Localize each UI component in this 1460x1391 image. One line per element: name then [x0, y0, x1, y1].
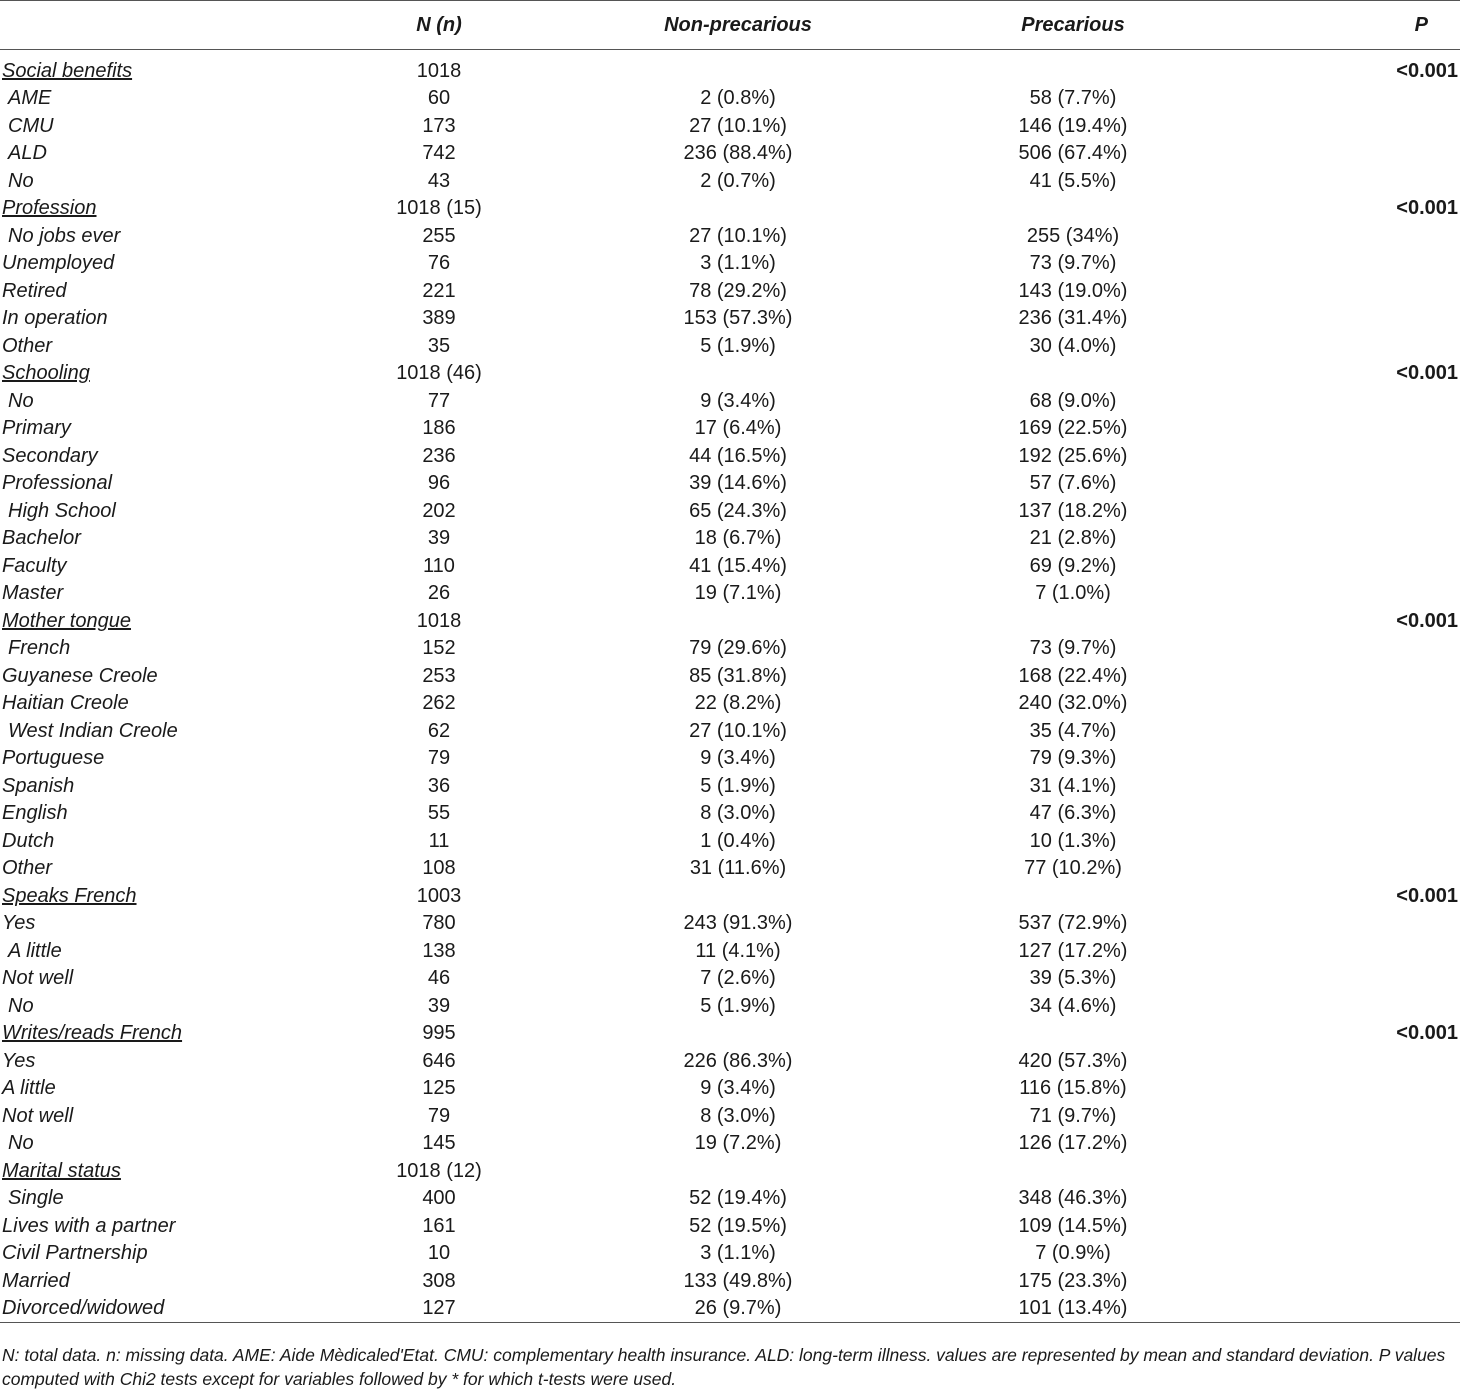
cell-non-precarious: 5 (1.9%)	[700, 774, 776, 797]
cell-non-precarious: 85 (31.8%)	[689, 664, 787, 687]
row-label: Master	[2, 582, 64, 605]
cell-n: 145	[422, 1132, 456, 1155]
table-row	[0, 718, 1460, 746]
cell-n: 125	[422, 1077, 456, 1100]
cell-precarious: 420 (57.3%)	[1018, 1049, 1128, 1072]
cell-precarious: 57 (7.6%)	[1029, 472, 1117, 495]
cell-non-precarious: 78 (29.2%)	[689, 279, 787, 302]
cell-precarious: 168 (22.4%)	[1018, 664, 1128, 687]
section-row	[0, 195, 1460, 223]
row-label: Primary	[2, 417, 71, 440]
cell-p-value	[1258, 773, 1460, 801]
row-label: High School	[8, 499, 116, 522]
cell-n: 79	[427, 747, 451, 770]
row-label: Unemployed	[2, 252, 115, 275]
cell-non-precarious	[588, 50, 888, 86]
table-row	[0, 305, 1460, 333]
cell-precarious: 101 (13.4%)	[1018, 1297, 1128, 1319]
cell-non-precarious: 3 (1.1%)	[700, 252, 776, 275]
table-row	[0, 250, 1460, 278]
cell-precarious	[888, 50, 1258, 86]
cell-precarious: 255 (34%)	[1026, 224, 1120, 247]
cell-non-precarious: 9 (3.4%)	[700, 389, 776, 412]
cell-non-precarious: 5 (1.9%)	[700, 334, 776, 357]
cell-precarious: 47 (6.3%)	[1029, 802, 1117, 825]
cell-non-precarious: 133 (49.8%)	[683, 1269, 793, 1292]
row-label: Married	[2, 1269, 70, 1292]
table-footnote: N: total data. n: missing data. AME: Aide Mèdicaled'Etat. CMU: complementary health insurance. ALD: long-term illness. values are represented by mean and standard deviation. P values computed with Chi2 tests except for variables followed by * for which t-tests were used.	[2, 1345, 1446, 1389]
cell-non-precarious: 1 (0.4%)	[700, 829, 776, 852]
header-n: N (n)	[416, 13, 462, 36]
cell-n: 202	[422, 499, 456, 522]
table-row	[0, 745, 1460, 773]
cell-non-precarious	[588, 360, 888, 388]
cell-p-value: <0.001	[1396, 362, 1458, 385]
cell-n: 1018	[416, 60, 462, 82]
cell-non-precarious: 8 (3.0%)	[700, 802, 776, 825]
header-p-value: P	[1414, 13, 1428, 36]
row-label: Secondary	[2, 444, 98, 467]
cell-precarious: 169 (22.5%)	[1018, 417, 1128, 440]
table-header	[0, 1, 1460, 50]
cell-non-precarious: 2 (0.8%)	[700, 87, 776, 110]
table-row	[0, 113, 1460, 141]
cell-n: 389	[422, 307, 456, 330]
cell-p-value	[1258, 663, 1460, 691]
table-row	[0, 223, 1460, 251]
cell-p-value	[1258, 1240, 1460, 1268]
cell-non-precarious: 243 (91.3%)	[683, 912, 793, 935]
row-label: No	[8, 994, 34, 1017]
cell-p-value	[1258, 580, 1460, 608]
cell-precarious: 143 (19.0%)	[1018, 279, 1128, 302]
cell-non-precarious	[588, 883, 888, 911]
cell-n: 646	[422, 1049, 456, 1072]
row-label: Lives with a partner	[2, 1214, 176, 1237]
cell-p-value	[1258, 305, 1460, 333]
table-row	[0, 993, 1460, 1021]
table-row	[0, 1185, 1460, 1213]
cell-n: 39	[427, 527, 451, 550]
row-label: Guyanese Creole	[2, 664, 158, 687]
cell-n: 1018 (12)	[396, 1159, 482, 1182]
cell-n: 262	[422, 692, 456, 715]
table-row	[0, 580, 1460, 608]
row-label: Yes	[2, 1049, 36, 1072]
cell-non-precarious: 9 (3.4%)	[700, 1077, 776, 1100]
cell-p-value	[1258, 965, 1460, 993]
section-row	[0, 883, 1460, 911]
row-label: A little	[2, 1077, 56, 1100]
cell-p-value	[1258, 278, 1460, 306]
cell-n: 236	[422, 444, 456, 467]
cell-precarious: 79 (9.3%)	[1029, 747, 1117, 770]
row-label: Spanish	[2, 774, 75, 797]
cell-p-value	[1258, 1268, 1460, 1296]
cell-n: 186	[422, 417, 456, 440]
cell-p-value	[1258, 1130, 1460, 1158]
section-label: Speaks French	[2, 884, 137, 907]
cell-p-value: <0.001	[1396, 609, 1458, 632]
section-label: Social benefits	[2, 60, 133, 82]
cell-precarious: 506 (67.4%)	[1018, 142, 1128, 165]
cell-non-precarious: 27 (10.1%)	[689, 224, 787, 247]
row-label: French	[8, 637, 71, 660]
cell-n: 96	[427, 472, 451, 495]
cell-n: 138	[422, 939, 456, 962]
cell-precarious: 73 (9.7%)	[1029, 252, 1117, 275]
cell-p-value	[1258, 443, 1460, 471]
cell-non-precarious	[588, 1158, 888, 1186]
section-label: Mother tongue	[2, 609, 131, 632]
cell-n: 79	[427, 1104, 451, 1127]
cell-p-value	[1258, 938, 1460, 966]
cell-n: 39	[427, 994, 451, 1017]
cell-precarious: 30 (4.0%)	[1029, 334, 1117, 357]
row-label: Bachelor	[2, 527, 81, 550]
cell-p-value: <0.001	[1396, 197, 1458, 220]
table-row	[0, 1075, 1460, 1103]
cell-n: 62	[427, 719, 451, 742]
cell-p-value	[1258, 910, 1460, 938]
cell-precarious	[888, 195, 1258, 223]
row-label: West Indian Creole	[8, 719, 178, 742]
cell-precarious: 21 (2.8%)	[1029, 527, 1117, 550]
section-row	[0, 360, 1460, 388]
cell-non-precarious: 17 (6.4%)	[694, 417, 782, 440]
cell-p-value	[1258, 718, 1460, 746]
cell-precarious: 175 (23.3%)	[1018, 1269, 1128, 1292]
cell-p-value	[1258, 333, 1460, 361]
cell-precarious: 41 (5.5%)	[1029, 169, 1117, 192]
row-label: Portuguese	[2, 747, 105, 770]
cell-n: 1003	[416, 884, 462, 907]
section-label: Writes/reads French	[2, 1022, 183, 1045]
cell-n: 152	[422, 637, 456, 660]
cell-non-precarious: 22 (8.2%)	[694, 692, 782, 715]
cell-precarious: 68 (9.0%)	[1029, 389, 1117, 412]
cell-non-precarious: 79 (29.6%)	[689, 637, 787, 660]
cell-n: 173	[422, 114, 456, 137]
cell-precarious: 236 (31.4%)	[1018, 307, 1128, 330]
section-label: Marital status	[2, 1159, 121, 1182]
cell-n: 1018 (46)	[396, 362, 482, 385]
cell-p-value	[1258, 498, 1460, 526]
cell-non-precarious: 2 (0.7%)	[700, 169, 776, 192]
cell-non-precarious: 39 (14.6%)	[689, 472, 787, 495]
cell-p-value	[1258, 1075, 1460, 1103]
cell-p-value	[1258, 525, 1460, 553]
section-row	[0, 50, 1460, 86]
cell-non-precarious	[588, 608, 888, 636]
cell-n: 76	[427, 252, 451, 275]
header-label	[0, 1, 290, 50]
cell-p-value	[1258, 85, 1460, 113]
cell-non-precarious: 226 (86.3%)	[683, 1049, 793, 1072]
cell-n: 60	[427, 87, 451, 110]
row-label: Divorced/widowed	[2, 1297, 165, 1319]
cell-n: 308	[422, 1269, 456, 1292]
cell-precarious: 69 (9.2%)	[1029, 554, 1117, 577]
table-row	[0, 773, 1460, 801]
cell-n: 400	[422, 1187, 456, 1210]
cell-non-precarious: 41 (15.4%)	[689, 554, 787, 577]
cell-p-value	[1258, 635, 1460, 663]
cell-n: 253	[422, 664, 456, 687]
cell-non-precarious: 19 (7.2%)	[694, 1132, 782, 1155]
row-label: A little	[8, 939, 62, 962]
cell-n: 55	[427, 802, 451, 825]
cell-non-precarious: 52 (19.4%)	[689, 1187, 787, 1210]
table-row	[0, 553, 1460, 581]
row-label: Haitian Creole	[2, 692, 129, 715]
table-row	[0, 415, 1460, 443]
table-row	[0, 278, 1460, 306]
table-row	[0, 635, 1460, 663]
cell-non-precarious: 44 (16.5%)	[689, 444, 787, 467]
cell-precarious: 137 (18.2%)	[1018, 499, 1128, 522]
cell-non-precarious: 27 (10.1%)	[689, 719, 787, 742]
cell-p-value	[1258, 1103, 1460, 1131]
cell-p-value	[1258, 1048, 1460, 1076]
cell-n: 46	[427, 967, 451, 990]
table-row	[0, 388, 1460, 416]
cell-precarious: 109 (14.5%)	[1018, 1214, 1128, 1237]
cell-precarious: 126 (17.2%)	[1018, 1132, 1128, 1155]
cell-precarious: 31 (4.1%)	[1029, 774, 1117, 797]
table-row	[0, 1048, 1460, 1076]
cell-p-value	[1258, 828, 1460, 856]
table-row	[0, 855, 1460, 883]
table-row	[0, 470, 1460, 498]
cell-precarious: 39 (5.3%)	[1029, 967, 1117, 990]
cell-p-value	[1258, 553, 1460, 581]
row-label: Other	[2, 334, 53, 357]
table-row	[0, 1213, 1460, 1241]
cell-non-precarious: 3 (1.1%)	[700, 1242, 776, 1265]
table-row	[0, 498, 1460, 526]
cell-precarious: 146 (19.4%)	[1018, 114, 1128, 137]
cell-precarious: 192 (25.6%)	[1018, 444, 1128, 467]
cell-precarious	[888, 360, 1258, 388]
row-label: English	[2, 802, 68, 825]
cell-precarious: 10 (1.3%)	[1029, 829, 1117, 852]
row-label: Not well	[2, 967, 74, 990]
section-label: Profession	[2, 197, 97, 220]
row-label: CMU	[8, 114, 54, 137]
row-label: No jobs ever	[8, 224, 121, 247]
cell-p-value: <0.001	[1396, 60, 1458, 82]
table-row	[0, 1130, 1460, 1158]
row-label: Dutch	[2, 829, 55, 852]
cell-n: 127	[422, 1297, 456, 1319]
section-row	[0, 1158, 1460, 1186]
row-label: No	[8, 389, 34, 412]
table-row	[0, 140, 1460, 168]
cell-precarious: 35 (4.7%)	[1029, 719, 1117, 742]
cell-n: 780	[422, 912, 456, 935]
cell-n: 108	[422, 857, 456, 880]
row-label: Retired	[2, 279, 67, 302]
cell-precarious: 73 (9.7%)	[1029, 637, 1117, 660]
cell-p-value	[1258, 140, 1460, 168]
row-label: No	[8, 169, 34, 192]
table-row	[0, 800, 1460, 828]
section-row	[0, 608, 1460, 636]
cell-n: 36	[427, 774, 451, 797]
cell-non-precarious: 153 (57.3%)	[683, 307, 793, 330]
cell-p-value: <0.001	[1396, 884, 1458, 907]
table-row	[0, 1295, 1460, 1323]
cell-non-precarious	[588, 1020, 888, 1048]
cell-p-value	[1258, 690, 1460, 718]
table-row	[0, 938, 1460, 966]
cell-non-precarious: 7 (2.6%)	[700, 967, 776, 990]
cell-p-value	[1258, 855, 1460, 883]
cell-p-value	[1258, 1185, 1460, 1213]
cell-non-precarious: 27 (10.1%)	[689, 114, 787, 137]
cell-n: 43	[427, 169, 451, 192]
table-row	[0, 1240, 1460, 1268]
cell-p-value	[1258, 470, 1460, 498]
table-row	[0, 443, 1460, 471]
cell-p-value	[1258, 415, 1460, 443]
cell-precarious: 240 (32.0%)	[1018, 692, 1128, 715]
cell-non-precarious: 19 (7.1%)	[694, 582, 782, 605]
cell-precarious	[888, 1020, 1258, 1048]
table-row	[0, 690, 1460, 718]
row-label: No	[8, 1132, 34, 1155]
cell-non-precarious: 26 (9.7%)	[694, 1297, 782, 1319]
cell-p-value	[1258, 250, 1460, 278]
cell-p-value	[1258, 1158, 1460, 1186]
cell-p-value	[1258, 168, 1460, 196]
cell-p-value	[1258, 993, 1460, 1021]
table-row	[0, 663, 1460, 691]
cell-precarious: 34 (4.6%)	[1029, 994, 1117, 1017]
table-row	[0, 1103, 1460, 1131]
table-row	[0, 168, 1460, 196]
cell-n: 110	[423, 554, 455, 577]
cell-n: 26	[427, 582, 451, 605]
cell-n: 11	[428, 829, 450, 852]
table-row	[0, 1268, 1460, 1296]
cell-p-value	[1258, 1213, 1460, 1241]
row-label: In operation	[2, 307, 108, 330]
table-row	[0, 85, 1460, 113]
cell-n: 255	[422, 224, 456, 247]
cell-non-precarious: 8 (3.0%)	[700, 1104, 776, 1127]
cell-precarious: 348 (46.3%)	[1018, 1187, 1128, 1210]
cell-non-precarious: 18 (6.7%)	[694, 527, 782, 550]
table-row	[0, 333, 1460, 361]
cell-n: 10	[427, 1242, 451, 1265]
cell-precarious: 127 (17.2%)	[1018, 939, 1128, 962]
cell-p-value	[1258, 113, 1460, 141]
cell-non-precarious: 9 (3.4%)	[700, 747, 776, 770]
table-row	[0, 525, 1460, 553]
header-precarious: Precarious	[1021, 13, 1125, 36]
section-row	[0, 1020, 1460, 1048]
cell-n: 1018 (15)	[396, 197, 482, 220]
row-label: Single	[8, 1187, 64, 1210]
cell-precarious: 71 (9.7%)	[1029, 1104, 1117, 1127]
cell-precarious: 58 (7.7%)	[1029, 87, 1117, 110]
cell-n: 77	[427, 389, 451, 412]
cell-n: 1018	[416, 609, 462, 632]
cell-p-value: <0.001	[1396, 1022, 1458, 1045]
cell-non-precarious: 236 (88.4%)	[683, 142, 793, 165]
cell-non-precarious: 52 (19.5%)	[689, 1214, 787, 1237]
cell-n: 221	[422, 279, 456, 302]
row-label: ALD	[8, 142, 47, 165]
table-row	[0, 828, 1460, 856]
table-body	[0, 50, 1460, 1323]
cell-precarious: 77 (10.2%)	[1024, 857, 1122, 880]
cell-precarious: 116 (15.8%)	[1019, 1077, 1127, 1100]
row-label: Faculty	[2, 554, 67, 577]
cell-n: 742	[422, 142, 456, 165]
cell-precarious: 7 (1.0%)	[1035, 582, 1111, 605]
cell-non-precarious: 65 (24.3%)	[689, 499, 787, 522]
cell-precarious: 537 (72.9%)	[1018, 912, 1128, 935]
cell-precarious	[888, 608, 1258, 636]
cell-p-value	[1258, 800, 1460, 828]
cell-n: 35	[427, 334, 451, 357]
cell-n: 161	[422, 1214, 456, 1237]
cell-precarious: 7 (0.9%)	[1035, 1242, 1111, 1265]
table-row	[0, 965, 1460, 993]
section-label: Schooling	[2, 362, 90, 385]
cell-non-precarious: 31 (11.6%)	[689, 857, 787, 880]
cell-non-precarious: 11 (4.1%)	[695, 939, 781, 962]
cell-precarious	[888, 883, 1258, 911]
row-label: Civil Partnership	[2, 1242, 148, 1265]
header-row	[0, 1, 1460, 50]
row-label: AME	[8, 87, 52, 110]
cell-non-precarious: 5 (1.9%)	[700, 994, 776, 1017]
cell-p-value	[1258, 1295, 1460, 1323]
row-label: Other	[2, 857, 53, 880]
row-label: Not well	[2, 1104, 74, 1127]
cell-n: 995	[422, 1022, 456, 1045]
table-row	[0, 910, 1460, 938]
cell-p-value	[1258, 388, 1460, 416]
row-label: Professional	[2, 472, 113, 495]
cell-p-value	[1258, 223, 1460, 251]
header-non-precarious: Non-precarious	[664, 13, 812, 36]
cell-precarious	[888, 1158, 1258, 1186]
cell-non-precarious	[588, 195, 888, 223]
row-label: Yes	[2, 912, 36, 935]
cell-p-value	[1258, 745, 1460, 773]
